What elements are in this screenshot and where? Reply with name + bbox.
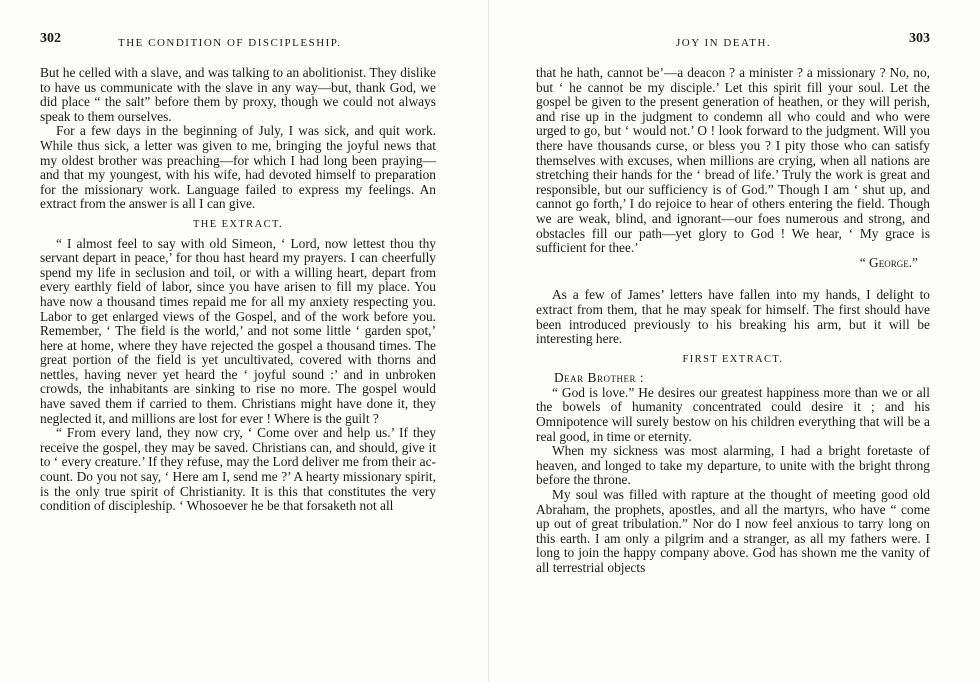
right-intro: As a few of James’ letters have fallen into my hands, I delight to extract from them, that he may speak for himself. The first should have been introduced previously to his breaking his arm, but it will be interesting here. [536,287,930,347]
section-spacer [536,270,930,288]
left-paragraph-2: For a few days in the beginning of July, I was sick, and quit work. While thus sick, a letter was given to me, bringing the joyful news that my oldest brother was preaching—for which I had long been praying—and that my youngest, with his wife, had devoted himself to preparation for the missionary work. Language failed to express my feelings. An extract from the answer is all I can give. [40,123,436,212]
letter-salutation: Dear Brother : [554,370,645,386]
left-running-title: THE CONDITION OF DISCIPLESHIP. [118,37,342,49]
right-running-head [536,31,930,52]
left-page [40,31,436,514]
extract-paragraph-1: “ I almost feel to say with old Simeon, ‘ Lord, now lettest thou thy servant depart in peace,’ for thou hast heard my prayers. I can cheerfully spend my life in seclusion and toil, or with a willing heart, depart from every earthly field of labor, since you have arisen to fill my place. You have now a thousand times repaid me for all my anxiety respecting you. Labor to get enlarged views of the Gospel, and of the work before you. Remember, ‘ The field is the world,’ and not some little ‘ garden spot,’ here at home, where they have rejected the gospel a thousand times. The great portion of the field is yet uncultivated, covered with thorns and nettles, having never yet heard the ‘ joyful sound :’ and in unbroken crowds, the inhabitants are sinking to rise no more. The gospel would have saved them if carried to them. Christians might have done it, they neglected it, and millions are lost for ever ! Where is the guilt ? [40,235,436,426]
right-running-title: JOY IN DEATH. [676,37,772,49]
extract-heading: THE EXTRACT. [192,218,284,230]
left-page-number: 302 [40,31,61,46]
right-page-number: 303 [909,31,930,46]
page-gutter [488,0,489,682]
letter-signature: “ George.” [859,254,918,270]
letter-paragraph-3: My soul was filled with rapture at the thought of meeting good old Abraham, the prophets, apostles, and all the martyrs, who have “ come up out of great tribulation.” Nor do I now feel anxious to tarry long on this earth. I am only a pilgrim and a stranger, as all my fathers were. I long to join the happy company above. God has shown me the vanity of all terrestrial objects [536,487,930,575]
letter-paragraph-1: “ God is love.” He desires our greatest happiness more than we or all the bowels of humanity concentrated could desire it ; and his Omnipotence will surely bestow on his children everything that will be a real good, in time or eternity. [536,384,930,444]
first-extract-heading: FIRST EXTRACT. [682,353,784,365]
letter-paragraph-2: When my sickness was most alarming, I had a bright foretaste of heaven, and longed to take my departure, to unite with the bright throng before the throne. [536,443,930,488]
extract-paragraph-2: “ From every land, they now cry, ‘ Come over and help us.’ If they receive the gospel, they may be saved. Christians can, and should, give it to ‘ every creature.’ If they refuse, may the Lord deliver me from their account. Do you not say, ‘ Here am I, send me ?’ A hearty missionary spirit, is the only true spirit of Christianity. It is this that constitutes the very condition of discipleship. ‘ Whosoever he be that forsaketh not all [40,425,436,514]
left-running-head [40,31,436,52]
left-paragraph-1: But he celled with a slave, and was talking to an abolitionist. They dislike to have us communicate with the slave in any way—but, thank God, we did place “ the salt” before them by proxy, though we could not always speak to them ourselves. [40,65,436,124]
right-continuation: that he hath, cannot be’—a deacon ? a minister ? a missionary ? No, no, but ‘ he cannot be my disciple.’ Let this spirit fill your soul. Let the gospel be given to the present generation of heathen, or they will perish, and rise up in the judgment to condemn all who could and who were urged to go, but ‘ would not.’ O ! look forward to the judgment. Will you there have thousands curse, or bless you ? I pity those who can satisfy themselves with excuses, when millions are crying, when all nations are stretching their hands for the ‘ bread of life.’ Truly the work is great and responsible, but our sufficiency is of God.” Though I am ‘ shut up, and cannot go forth,’ I do rejoice to hear of others entering the field. Though we are weak, blind, and ignorant—our foes numerous and strong, and obstacles fill our path—yet glory to God ! We hear, ‘ My grace is sufficient for thee.’ [536,65,930,256]
right-page [536,31,930,576]
